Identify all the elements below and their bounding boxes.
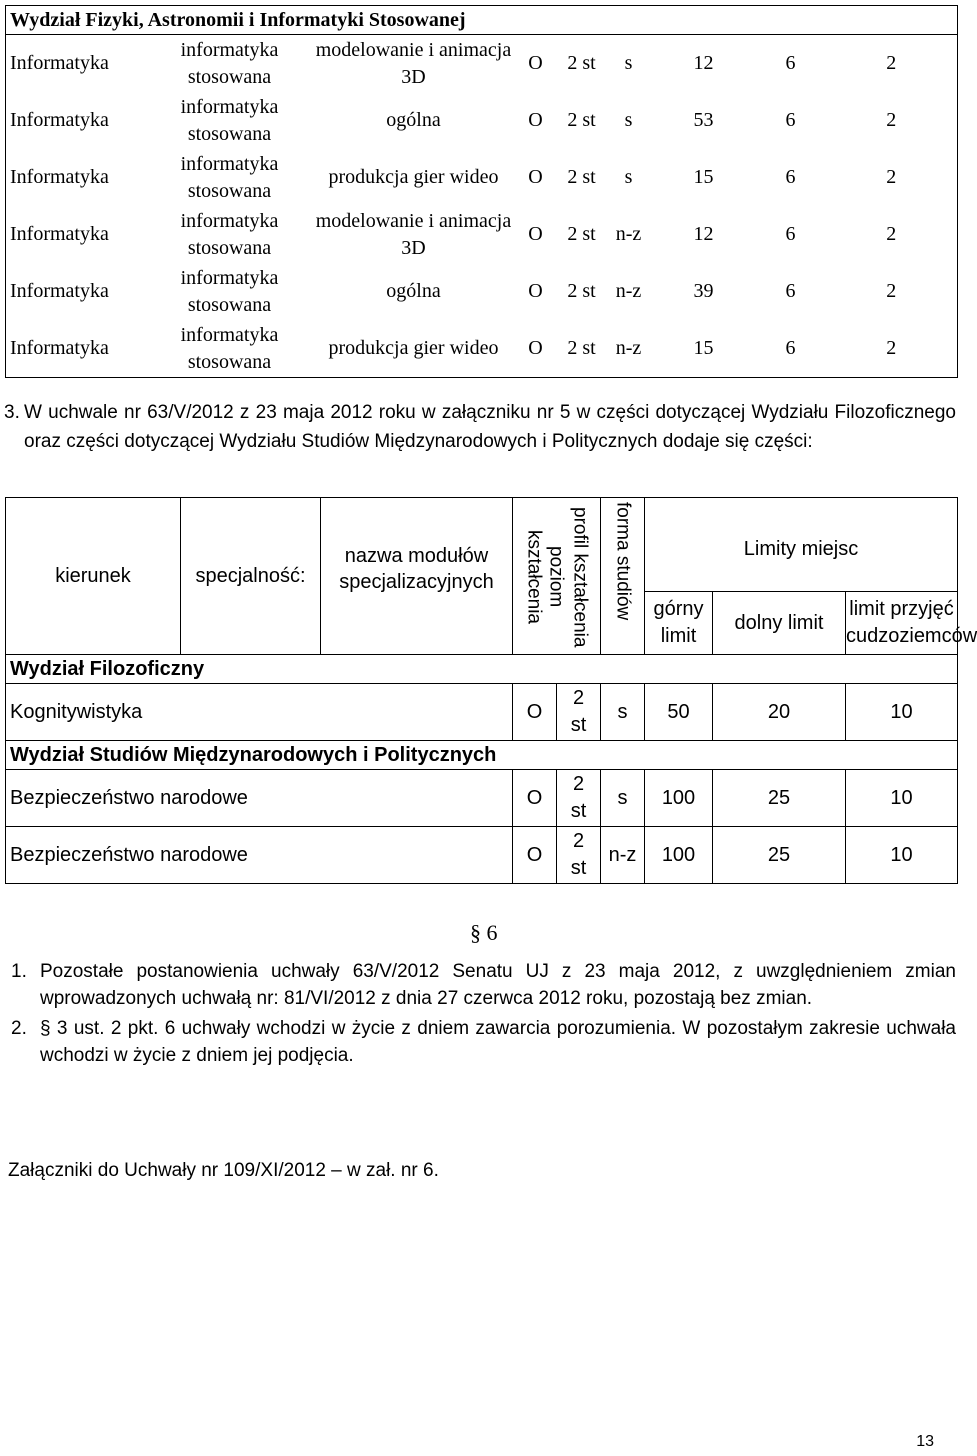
cell-gorny: 12 [693,223,714,245]
cell-dolny: 6 [785,52,796,74]
limits-table-physics [5,5,958,378]
table-row [6,206,958,263]
cell-profil: O [528,280,543,302]
cell-gorny: 53 [693,109,714,131]
cell-dolny: 6 [785,337,796,359]
cell-gorny: 15 [693,166,714,188]
section-title: Wydział Studiów Międzynarodowych i Politycznych [6,741,958,770]
cell-specjalnosc: informatyka stosowana [180,323,279,373]
cell-profil: O [513,684,557,741]
table-row [6,92,958,149]
cell-modul: modelowanie i animacja 3D [315,209,512,259]
table-row [6,263,958,320]
cell-profil: O [513,827,557,884]
limits-table-additions [5,497,977,884]
cell-cudz: 2 [886,223,897,245]
cell-gorny: 12 [693,52,714,74]
cell-modul: produkcja gier wideo [328,337,499,359]
cell-poziom: 2 st [557,770,601,827]
table-row [6,684,958,741]
cell-kierunek: Informatyka [10,280,109,302]
cell-modul: ogólna [386,280,441,302]
attachments-footer: Załączniki do Uchwały nr 109/XI/2012 – w zał. nr 6. [8,1160,439,1181]
list-item: 1. Pozostałe postanowienia uchwały 63/V/2012 Senatu UJ z 23 maja 2012, z uwzględnieniem zmian wprowadzonych uchwałą nr: 81/VI/2012 z dnia 27 czerwca 2012 roku, pozostają bez zmian. [11,961,956,1009]
cell-profil: O [528,52,543,74]
header-profil: profil kształcenia [569,506,591,648]
header-forma: forma studiów [601,498,645,655]
cell-forma: s [601,770,645,827]
header-limity: Limity miejsc [645,498,958,592]
cell-cudz: 2 [886,280,897,302]
cell-forma: n-z [615,280,642,302]
cell-modul: ogólna [386,109,441,131]
cell-modul: produkcja gier wideo [328,166,499,188]
cell-dolny: 25 [713,827,846,884]
cell-specjalnosc: informatyka stosowana [180,152,279,202]
cell-profil: O [528,337,543,359]
cell-kierunek: Informatyka [10,166,109,188]
cell-cudz: 10 [846,770,958,827]
section-title: Wydział Filozoficzny [6,655,958,684]
cell-modul: modelowanie i animacja 3D [315,38,512,88]
faculty-header: Wydział Fizyki, Astronomii i Informatyki Stosowanej [6,6,958,35]
cell-dolny: 25 [713,770,846,827]
cell-forma: s [624,166,633,188]
cell-kierunek: Bezpieczeństwo narodowe [6,770,513,827]
cell-dolny: 20 [713,684,846,741]
cell-forma: s [624,52,633,74]
cell-dolny: 6 [785,223,796,245]
list-item: 2. § 3 ust. 2 pkt. 6 uchwały wchodzi w życie z dniem zawarcia porozumienia. W pozostałym zakresie uchwała wchodzi w życie z dniem jej podjęcia. [11,1018,956,1066]
paragraph-3 [4,398,956,456]
cell-poziom: 2 st [567,337,596,359]
cell-poziom: 2 st [567,223,596,245]
paragraph-text: W uchwale nr 63/V/2012 z 23 maja 2012 roku w załączniku nr 5 w części dotyczącej Wydziału Filozoficznego oraz części dotyczącej Wydziału Studiów Międzynarodowych i Politycznych dodaje się części: [24,402,956,452]
cell-poziom: 2 st [567,52,596,74]
table-row [6,827,958,884]
cell-poziom: 2 st [567,109,596,131]
header-poziom: poziom kształcenia [523,530,567,624]
header-specjalnosc: specjalność: [181,498,321,655]
final-provisions [8,958,956,1072]
section-mark: § 6 [470,920,498,945]
cell-forma: s [601,684,645,741]
header-dolny: dolny limit [713,592,846,655]
cell-poziom: 2 st [567,280,596,302]
cell-cudz: 10 [846,827,958,884]
cell-specjalnosc: informatyka stosowana [180,38,279,88]
table-row [6,35,958,93]
cell-forma: s [624,109,633,131]
cell-profil: O [528,109,543,131]
header-kierunek: kierunek [6,498,181,655]
cell-forma: n-z [615,223,642,245]
cell-forma: n-z [615,337,642,359]
cell-dolny: 6 [785,109,796,131]
cell-dolny: 6 [785,280,796,302]
cell-poziom: 2 st [567,166,596,188]
cell-kierunek: Bezpieczeństwo narodowe [6,827,513,884]
cell-cudz: 2 [886,166,897,188]
cell-specjalnosc: informatyka stosowana [180,209,279,259]
cell-cudz: 2 [886,109,897,131]
table-row [6,149,958,206]
cell-cudz: 2 [886,52,897,74]
cell-kierunek: Informatyka [10,337,109,359]
cell-kierunek: Informatyka [10,109,109,131]
cell-gorny: 39 [693,280,714,302]
cell-gorny: 50 [645,684,713,741]
cell-specjalnosc: informatyka stosowana [180,95,279,145]
table-row [6,320,958,378]
cell-profil: O [528,223,543,245]
paragraph-number: 3. [4,402,20,423]
cell-specjalnosc: informatyka stosowana [180,266,279,316]
cell-gorny: 100 [645,770,713,827]
cell-profil: O [513,770,557,827]
cell-forma: n-z [601,827,645,884]
cell-poziom: 2 st [557,827,601,884]
cell-cudz: 10 [846,684,958,741]
header-gorny: górny limit [645,592,713,655]
section-header-row [6,741,958,770]
cell-kierunek: Informatyka [10,52,109,74]
cell-kierunek: Kognitywistyka [6,684,513,741]
table-row [6,770,958,827]
cell-profil: O [528,166,543,188]
header-profil-poziom [513,498,601,655]
section-header-row [6,655,958,684]
cell-kierunek: Informatyka [10,223,109,245]
cell-poziom: 2 st [557,684,601,741]
page-number: 13 [916,1433,934,1450]
header-cudz: limit przyjęć cudzoziemców [846,592,958,655]
cell-dolny: 6 [785,166,796,188]
cell-gorny: 15 [693,337,714,359]
header-moduly: nazwa modułów specjalizacyjnych [321,498,513,655]
cell-cudz: 2 [886,337,897,359]
cell-gorny: 100 [645,827,713,884]
